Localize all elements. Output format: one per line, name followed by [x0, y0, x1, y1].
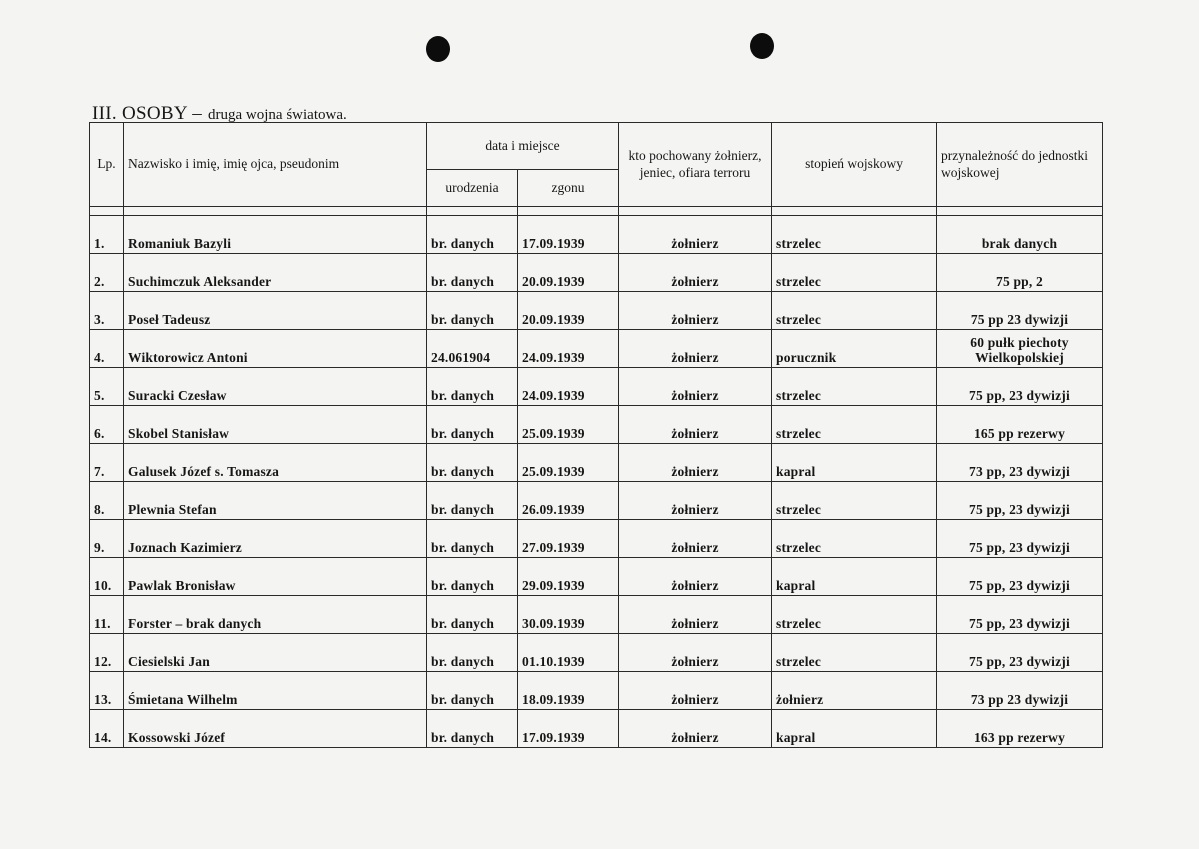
cell-lp: 7.	[90, 444, 124, 482]
cell-name: Plewnia Stefan	[124, 482, 427, 520]
cell-lp: 9.	[90, 520, 124, 558]
cell-birth: br. danych	[427, 292, 518, 330]
header-name: Nazwisko i imię, imię ojca, pseudonim	[124, 123, 427, 207]
header-buried: kto pochowany żołnierz, jeniec, ofiara terroru	[619, 123, 772, 207]
cell-buried: żołnierz	[619, 368, 772, 406]
cell-lp: 2.	[90, 254, 124, 292]
cell-birth: br. danych	[427, 444, 518, 482]
punch-hole-right	[750, 33, 774, 59]
cell-lp: 13.	[90, 672, 124, 710]
cell-buried: żołnierz	[619, 672, 772, 710]
cell-rank: kapral	[772, 710, 937, 748]
cell-unit: 75 pp, 2	[937, 254, 1103, 292]
cell-name: Ciesielski Jan	[124, 634, 427, 672]
cell-lp: 10.	[90, 558, 124, 596]
persons-table	[89, 122, 1103, 748]
cell-birth: br. danych	[427, 710, 518, 748]
cell-death: 29.09.1939	[518, 558, 619, 596]
header-date-place: data i miejsce	[427, 123, 619, 170]
cell-rank: strzelec	[772, 596, 937, 634]
cell-buried: żołnierz	[619, 596, 772, 634]
cell-lp: 11.	[90, 596, 124, 634]
cell-unit: 75 pp, 23 dywizji	[937, 558, 1103, 596]
cell-name: Joznach Kazimierz	[124, 520, 427, 558]
section-subtitle: druga wojna światowa.	[208, 107, 347, 123]
cell-name: Pawlak Bronisław	[124, 558, 427, 596]
cell-lp: 3.	[90, 292, 124, 330]
table-body	[90, 216, 1103, 748]
cell-buried: żołnierz	[619, 558, 772, 596]
cell-lp: 4.	[90, 330, 124, 368]
cell-unit: 165 pp rezerwy	[937, 406, 1103, 444]
cell-death: 01.10.1939	[518, 634, 619, 672]
cell-rank: kapral	[772, 444, 937, 482]
cell-rank: strzelec	[772, 368, 937, 406]
table-row	[90, 710, 1103, 748]
table-row	[90, 330, 1103, 368]
cell-buried: żołnierz	[619, 444, 772, 482]
cell-birth: br. danych	[427, 634, 518, 672]
cell-buried: żołnierz	[619, 406, 772, 444]
cell-unit: 75 pp, 23 dywizji	[937, 482, 1103, 520]
cell-lp: 12.	[90, 634, 124, 672]
cell-name: Wiktorowicz Antoni	[124, 330, 427, 368]
cell-buried: żołnierz	[619, 482, 772, 520]
cell-lp: 5.	[90, 368, 124, 406]
cell-buried: żołnierz	[619, 634, 772, 672]
cell-birth: br. danych	[427, 254, 518, 292]
cell-death: 24.09.1939	[518, 368, 619, 406]
cell-rank: kapral	[772, 558, 937, 596]
table-header	[90, 123, 1103, 216]
table-row	[90, 596, 1103, 634]
cell-unit: 75 pp, 23 dywizji	[937, 596, 1103, 634]
cell-rank: strzelec	[772, 216, 937, 254]
cell-unit: 73 pp, 23 dywizji	[937, 444, 1103, 482]
cell-rank: porucznik	[772, 330, 937, 368]
cell-name: Galusek Józef s. Tomasza	[124, 444, 427, 482]
table-row	[90, 634, 1103, 672]
cell-unit: 75 pp, 23 dywizji	[937, 520, 1103, 558]
cell-name: Suchimczuk Aleksander	[124, 254, 427, 292]
cell-death: 17.09.1939	[518, 216, 619, 254]
cell-death: 18.09.1939	[518, 672, 619, 710]
cell-name: Romaniuk Bazyli	[124, 216, 427, 254]
cell-buried: żołnierz	[619, 292, 772, 330]
cell-lp: 1.	[90, 216, 124, 254]
cell-rank: strzelec	[772, 482, 937, 520]
cell-birth: br. danych	[427, 216, 518, 254]
cell-birth: br. danych	[427, 672, 518, 710]
header-unit: przynależność do jednostki wojskowej	[937, 123, 1103, 207]
cell-lp: 6.	[90, 406, 124, 444]
cell-death: 20.09.1939	[518, 292, 619, 330]
cell-buried: żołnierz	[619, 710, 772, 748]
cell-unit: 75 pp, 23 dywizji	[937, 368, 1103, 406]
table-row	[90, 406, 1103, 444]
cell-name: Suracki Czesław	[124, 368, 427, 406]
cell-rank: strzelec	[772, 406, 937, 444]
cell-birth: br. danych	[427, 406, 518, 444]
cell-birth: br. danych	[427, 368, 518, 406]
cell-unit: 163 pp rezerwy	[937, 710, 1103, 748]
cell-name: Skobel Stanisław	[124, 406, 427, 444]
table-row	[90, 482, 1103, 520]
cell-unit: 75 pp, 23 dywizji	[937, 634, 1103, 672]
cell-buried: żołnierz	[619, 330, 772, 368]
cell-buried: żołnierz	[619, 520, 772, 558]
cell-rank: żołnierz	[772, 672, 937, 710]
punch-hole-left	[426, 36, 450, 62]
table-row	[90, 444, 1103, 482]
table-row	[90, 520, 1103, 558]
cell-death: 30.09.1939	[518, 596, 619, 634]
cell-rank: strzelec	[772, 292, 937, 330]
cell-name: Poseł Tadeusz	[124, 292, 427, 330]
header-death: zgonu	[518, 170, 619, 207]
cell-death: 17.09.1939	[518, 710, 619, 748]
cell-rank: strzelec	[772, 520, 937, 558]
cell-birth: br. danych	[427, 596, 518, 634]
cell-birth: br. danych	[427, 558, 518, 596]
cell-unit: 60 pułk piechoty Wielkopolskiej	[937, 330, 1103, 368]
cell-lp: 14.	[90, 710, 124, 748]
cell-death: 24.09.1939	[518, 330, 619, 368]
cell-unit: 75 pp 23 dywizji	[937, 292, 1103, 330]
cell-name: Forster – brak danych	[124, 596, 427, 634]
cell-rank: strzelec	[772, 254, 937, 292]
table-row	[90, 558, 1103, 596]
cell-unit: brak danych	[937, 216, 1103, 254]
cell-death: 27.09.1939	[518, 520, 619, 558]
cell-death: 25.09.1939	[518, 406, 619, 444]
cell-birth: br. danych	[427, 520, 518, 558]
cell-death: 20.09.1939	[518, 254, 619, 292]
cell-birth: br. danych	[427, 482, 518, 520]
cell-unit: 73 pp 23 dywizji	[937, 672, 1103, 710]
header-birth: urodzenia	[427, 170, 518, 207]
section-title: III. OSOBY –	[92, 103, 203, 124]
table-row	[90, 368, 1103, 406]
header-spacer	[90, 207, 1103, 216]
table-row	[90, 672, 1103, 710]
table-row	[90, 254, 1103, 292]
cell-death: 26.09.1939	[518, 482, 619, 520]
cell-name: Kossowski Józef	[124, 710, 427, 748]
cell-lp: 8.	[90, 482, 124, 520]
header-lp: Lp.	[90, 123, 124, 207]
cell-rank: strzelec	[772, 634, 937, 672]
cell-birth: 24.061904	[427, 330, 518, 368]
cell-name: Śmietana Wilhelm	[124, 672, 427, 710]
table-row	[90, 216, 1103, 254]
table-row	[90, 292, 1103, 330]
cell-buried: żołnierz	[619, 216, 772, 254]
cell-death: 25.09.1939	[518, 444, 619, 482]
header-rank: stopień wojskowy	[772, 123, 937, 207]
cell-buried: żołnierz	[619, 254, 772, 292]
